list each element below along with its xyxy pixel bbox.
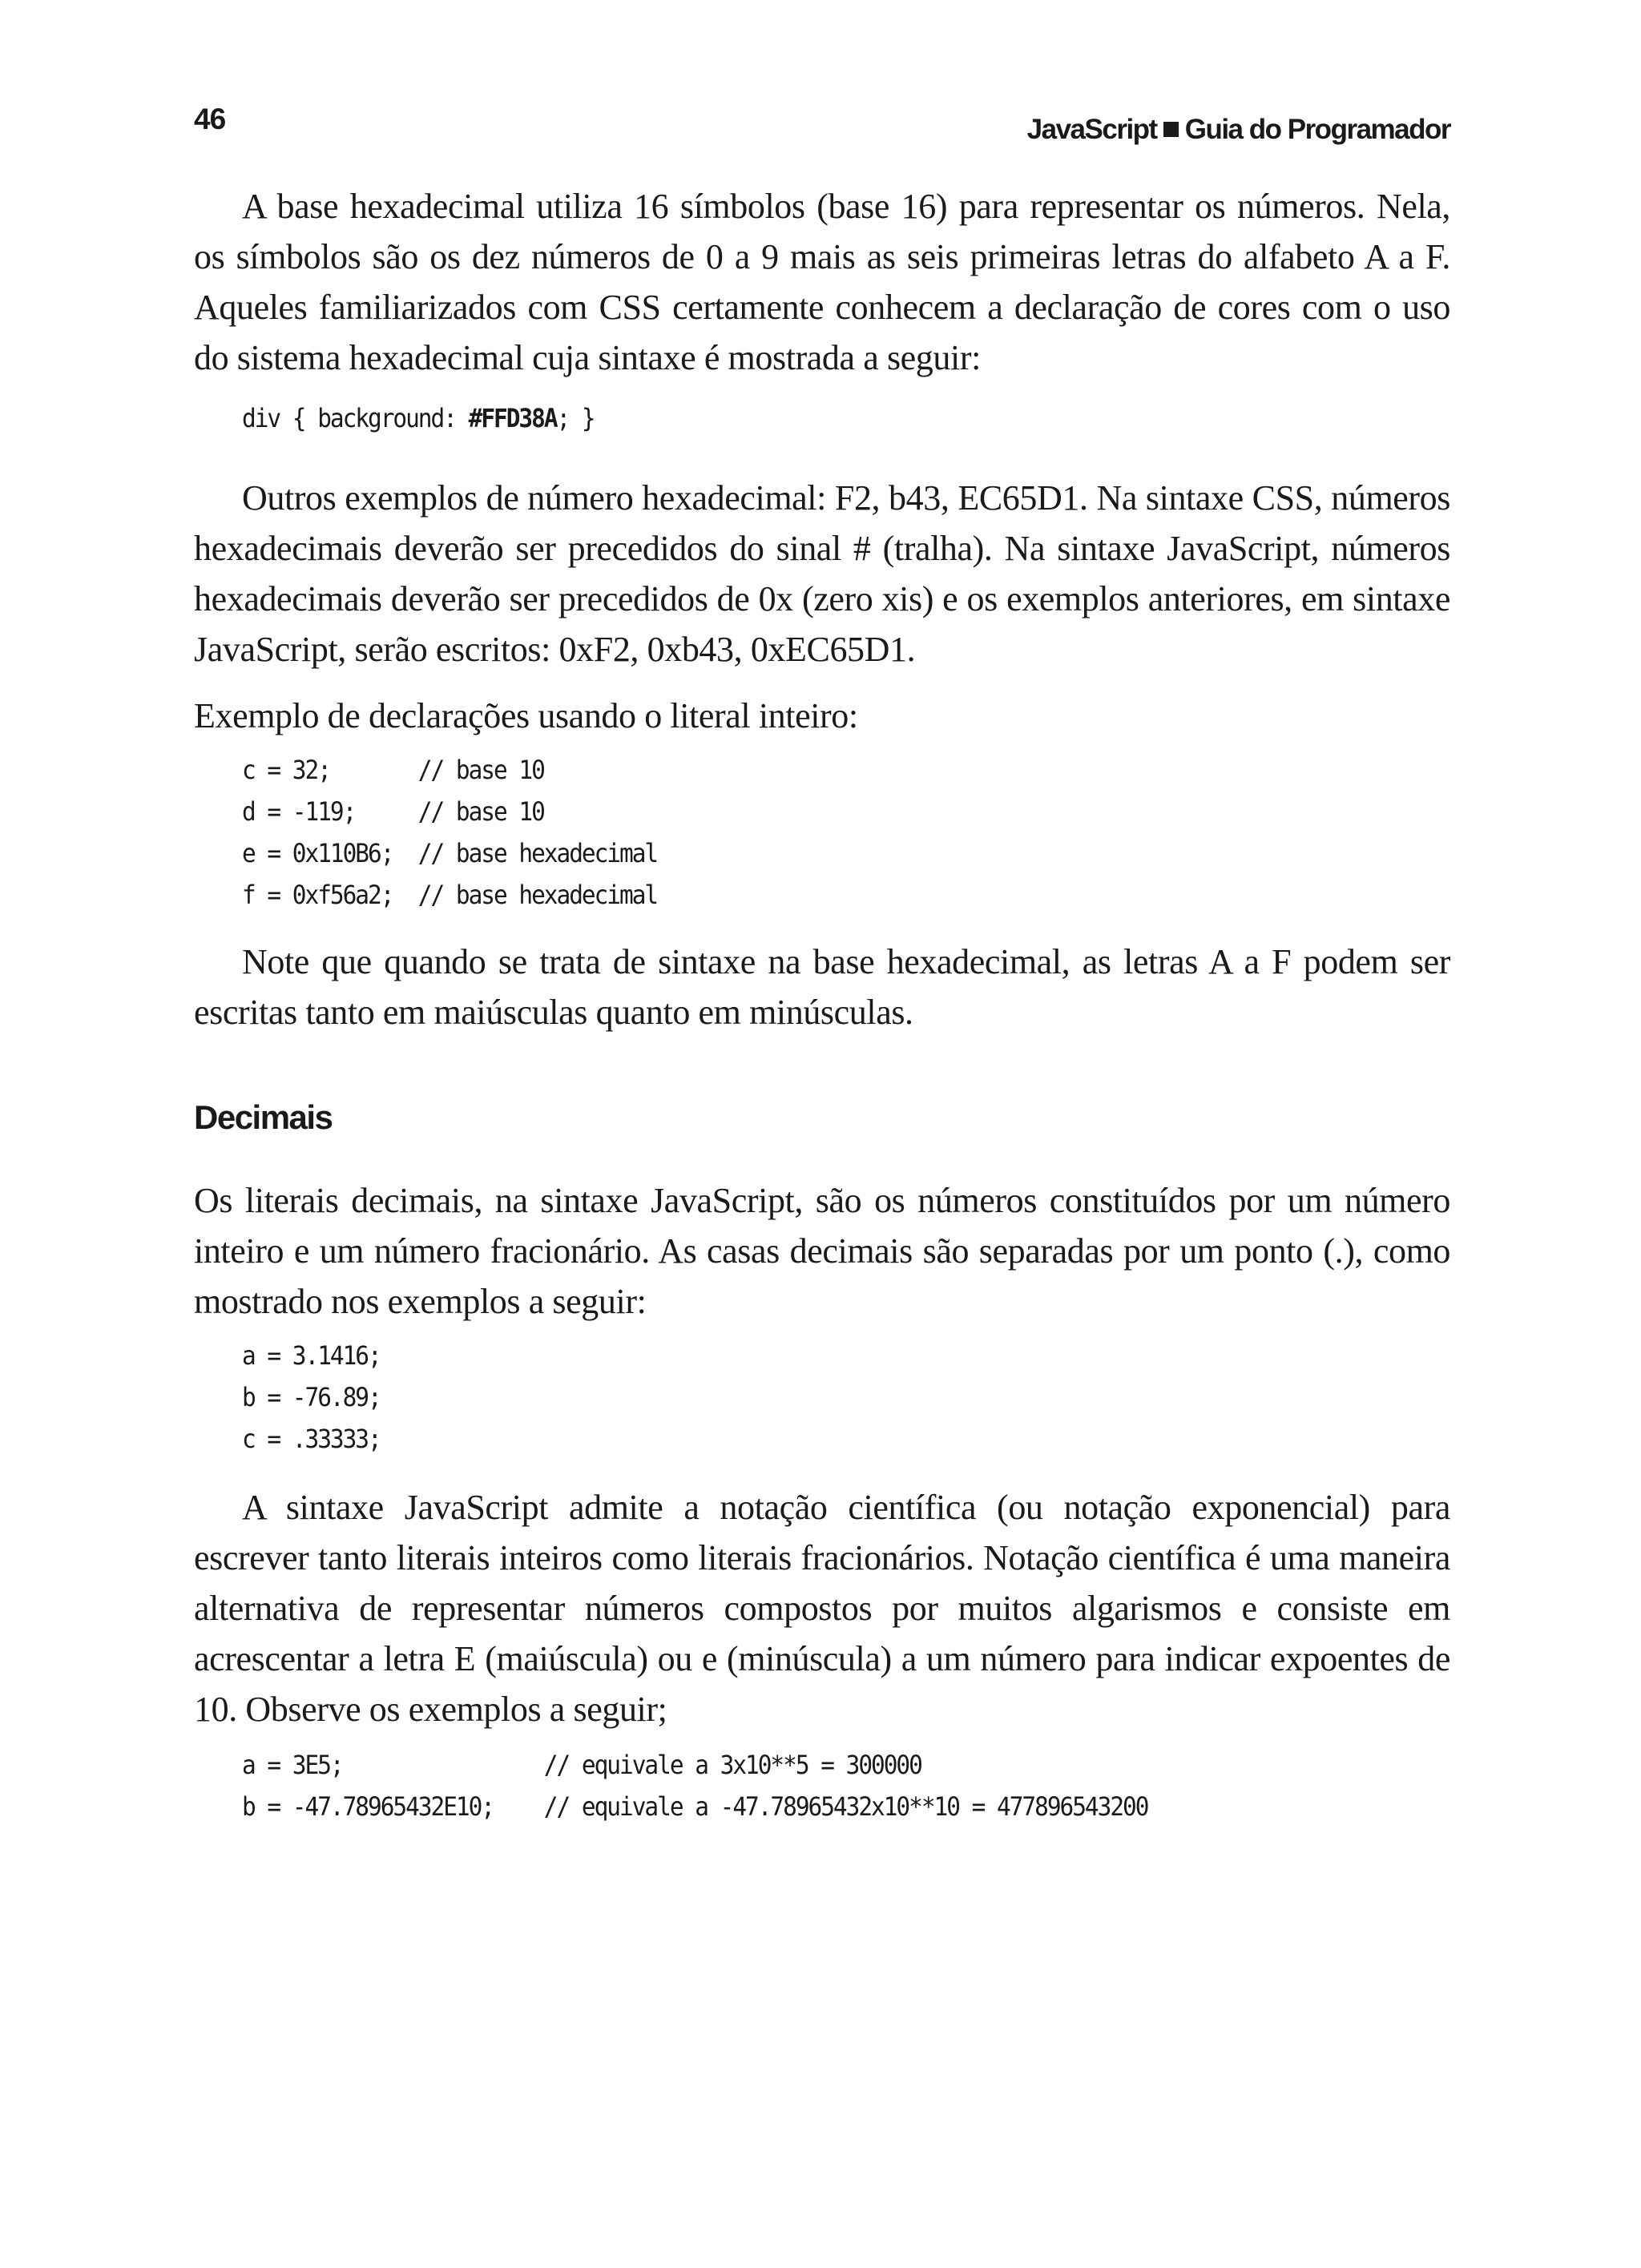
code-css-value: #FFD38A — [468, 403, 557, 433]
paragraph-scientific-notation: A sintaxe JavaScript admite a notação científica (ou notação exponencial) para escrever tanto literais inteiros como literais fracionários. Notação científica é uma maneira alternativa de representar números compostos por muitos algarismos e consiste em acrescentar a letra E (maiúscula) ou e (minúscula) a um número para indicar expoentes de 10. Observe os exemplos a seguir; — [194, 1488, 1450, 1729]
code-css-example — [242, 397, 1353, 439]
code-line: a = 3E5; // equivale a 3x10**5 = 300000 — [242, 1750, 921, 1780]
code-line: d = -119; // base 10 — [242, 796, 544, 827]
paragraph-hexadecimal-intro: A base hexadecimal utiliza 16 símbolos (base 16) para representar os números. Nela, os símbolos são os dez números de 0 a 9 mais as seis primeiras letras do alfabeto A a F. Aqueles familiarizados com CSS certamente conhecem a declaração de cores com o uso do sistema hexadecimal cuja sintaxe é mostrada a seguir: — [194, 187, 1450, 377]
code-line: f = 0xf56a2; // base hexadecimal — [242, 880, 658, 910]
square-separator-icon — [1163, 122, 1179, 137]
book-subtitle: Guia do Programador — [1184, 114, 1450, 145]
section-heading-decimais: Decimais — [194, 1098, 333, 1136]
page-header — [194, 103, 1450, 151]
code-line: c = 32; // base 10 — [242, 755, 544, 785]
code-line: c = .33333; — [242, 1424, 381, 1454]
code-css-suffix: ; } — [556, 403, 595, 433]
code-scientific-examples — [242, 1744, 1353, 1827]
code-integer-examples — [242, 749, 1353, 916]
code-line: e = 0x110B6; // base hexadecimal — [242, 838, 658, 868]
code-line: a = 3.1416; — [242, 1340, 381, 1371]
paragraph-integer-literal-intro: Exemplo de declarações usando o literal inteiro: — [194, 696, 858, 735]
code-line: b = -47.78965432E10; // equivale a -47.78965432x10**10 = 477896543200 — [242, 1791, 1148, 1822]
code-line: b = -76.89; — [242, 1382, 381, 1412]
running-head — [1027, 114, 1450, 146]
book-title: JavaScript — [1026, 114, 1157, 145]
page-content — [194, 181, 1450, 1827]
paragraph-hexadecimal-case-note: Note que quando se trata de sintaxe na base hexadecimal, as letras A a F podem ser escritas tanto em maiúsculas quanto em minúsculas. — [194, 942, 1450, 1032]
code-decimal-examples — [242, 1335, 1353, 1460]
code-css-prefix: div { background: — [242, 403, 469, 433]
paragraph-hexadecimal-examples: Outros exemplos de número hexadecimal: F2, b43, EC65D1. Na sintaxe CSS, números hexadecimais deverão ser precedidos do sinal # (tralha). Na sintaxe JavaScript, números hexadecimais deverão ser precedidos de 0x (zero xis) e os exemplos anteriores, em sintaxe JavaScript, serão escritos: 0xF2, 0xb43, 0xEC65D1. — [194, 478, 1450, 669]
page-number: 46 — [194, 103, 226, 135]
paragraph-decimal-literals: Os literais decimais, na sintaxe JavaScript, são os números constituídos por um número inteiro e um número fracionário. As casas decimais são separadas por um ponto (.), como mostrado nos exemplos a seguir: — [194, 1181, 1450, 1321]
